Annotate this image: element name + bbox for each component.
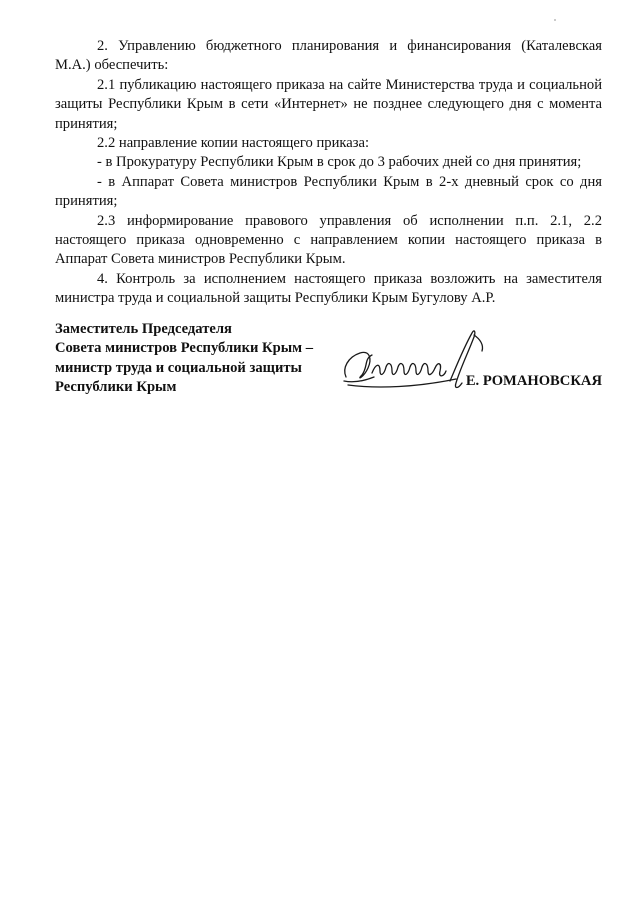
scan-speck: [554, 19, 556, 21]
paragraph-item-2-1: 2.1 публикацию настоящего приказа на сайте Министерства труда и социальной защиты Республики Крым в сети «Интернет» не позднее следующего дня с момента принятия;: [55, 76, 602, 132]
signer-name: Е. РОМАНОВСКАЯ: [465, 373, 602, 389]
paragraph-item-2-3: 2.3 информирование правового управления об исполнении п.п. 2.1, 2.2 настоящего приказа одновременно с направлением копии настоящего приказа в Аппарат Совета министров Республики Крым.: [55, 212, 602, 268]
paragraph-prosecutor: - в Прокуратуру Республики Крым в срок до 3 рабочих дней со дня принятия;: [97, 154, 582, 171]
paragraph-item-2: 2. Управлению бюджетного планирования и финансирования (Каталевская М.А.) обеспечить:: [55, 38, 602, 74]
position-line: Заместитель Председателя: [55, 321, 232, 337]
paragraph-item-2-2: 2.2 направление копии настоящего приказа:: [97, 135, 370, 152]
signer-position: [55, 320, 345, 398]
paragraph-item-4: 4. Контроль за исполнением настоящего приказа возложить на заместителя министра труда и социальной защиты Республики Крым Бугулову А.Р.: [55, 270, 602, 307]
paragraph-council-apparatus: - в Аппарат Совета министров Республики Крым в 2-х дневный срок со дня принятия;: [55, 173, 602, 210]
position-line: Совета министров Республики Крым –: [55, 340, 314, 357]
position-line: Республики Крым: [55, 379, 177, 396]
document-body: [55, 37, 602, 309]
position-line: министр труда и социальной защиты: [55, 359, 302, 376]
signature-block: [55, 320, 602, 400]
